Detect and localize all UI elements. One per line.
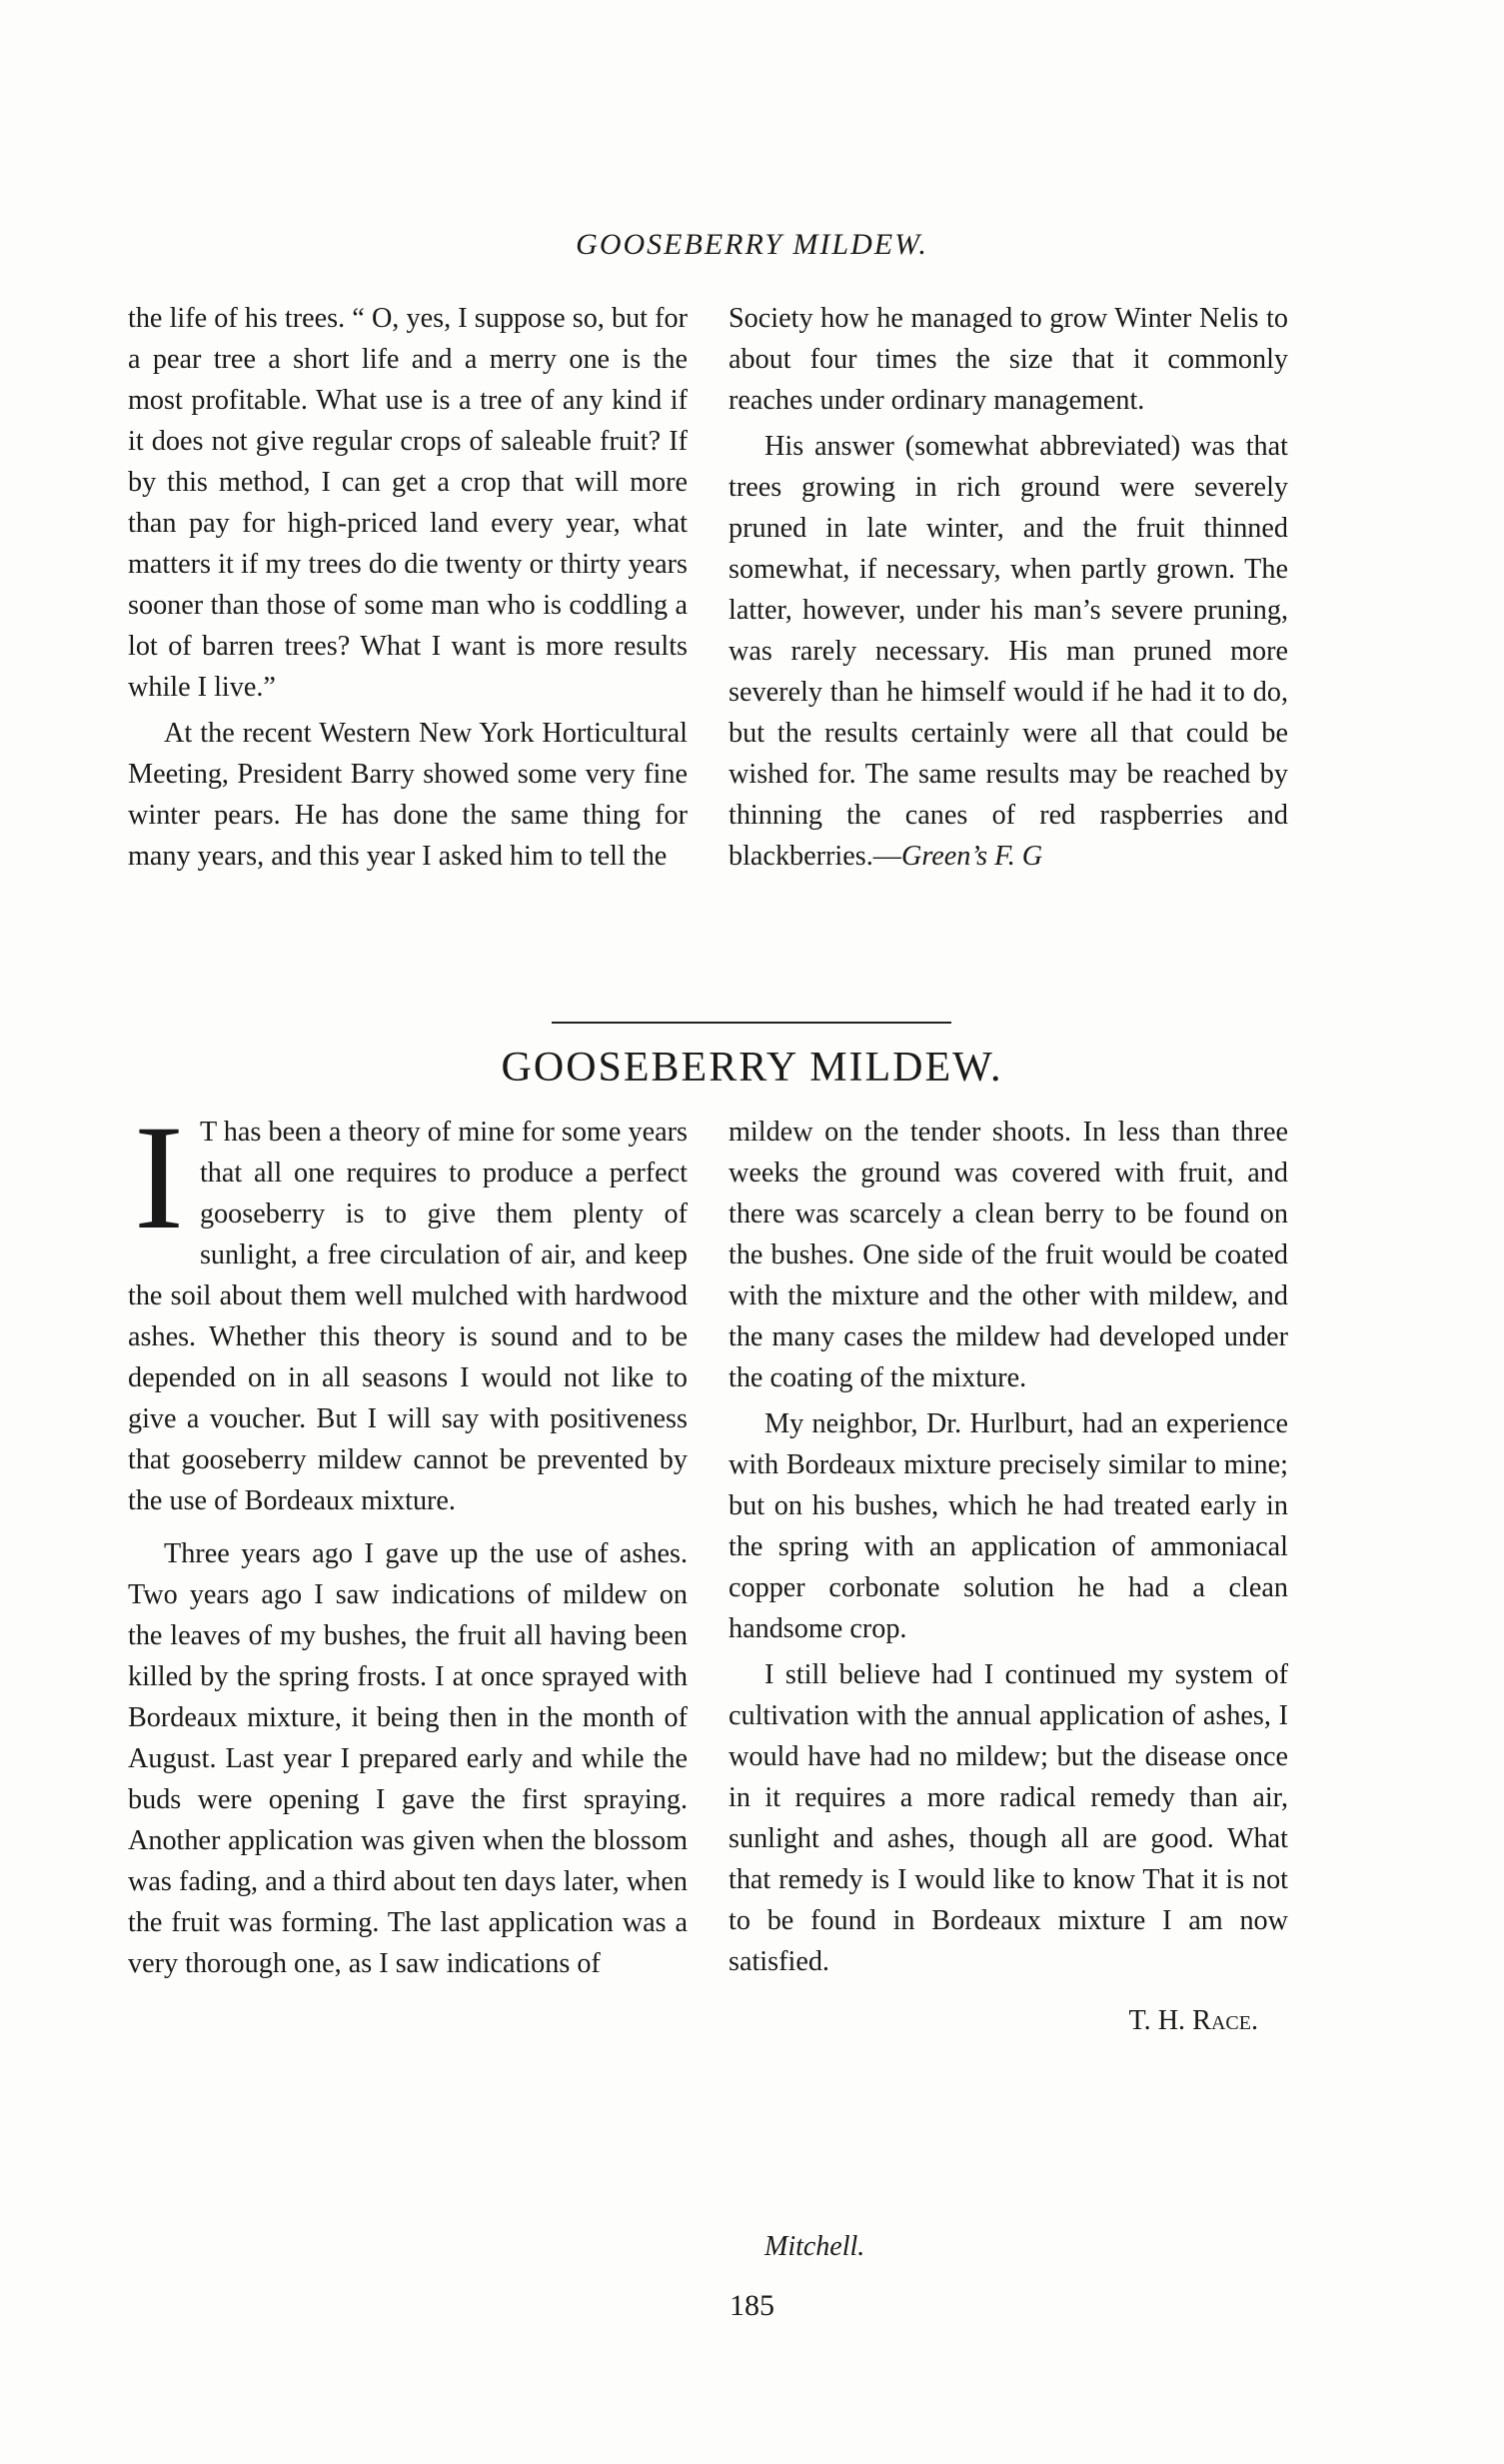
- paragraph: [128, 1095, 688, 1521]
- article-title: GOOSEBERRY MILDEW.: [501, 1045, 1003, 1091]
- drop-cap: I: [134, 1095, 184, 1260]
- bottom-left-column: [128, 1095, 688, 1984]
- source-citation: Green’s F. G: [900, 841, 1043, 872]
- paragraph: mildew on the tender shoots. In less than three weeks the ground was covered with fruit, and there was scarcely a clean berry to be found on the bushes. One side of the fruit would be coated with the mixture and the other with mildew, and the many cases the mildew had developed under the coating of the mixture.: [729, 1117, 1288, 1393]
- paragraph: At the recent Western New York Horticultural Meeting, President Barry showed some very fine winter pears. He has done the same thing for many years, and this year I asked him to tell the: [128, 718, 688, 872]
- section-divider: [552, 1022, 951, 1024]
- author-signature: T. H. Race.: [1128, 2005, 1258, 2036]
- paragraph: Three years ago I gave up the use of ashes. Two years ago I saw indications of mildew on the leaves of my bushes, the fruit all having been killed by the spring frosts. I at once sprayed with Bordeaux mixture, it being then in the month of August. Last year I prepared early and while the buds were opening I gave the first spraying. Another application was given when the blossom was fading, and a third about ten days later, when the fruit was forming. The last application was a very thorough one, as I saw indications of: [128, 1538, 688, 1979]
- paragraph: [729, 426, 1288, 877]
- paragraph-text: T has been a theory of mine for some years that all one requires to produce a perfect gooseberry is to give them plenty of sunlight, a free circulation of air, and keep the soil about them well mulched with hardwood ashes. Whether this theory is sound and to be depended on in all seasons I would not like to give a voucher. But I will say with positiveness that gooseberry mildew cannot be prevented by the use of Bordeaux mixture.: [128, 1117, 688, 1516]
- paragraph: I still believe had I continued my system of cultivation with the annual application of ashes, I would have had no mildew; but the disease once in it requires a more radical remedy than air, sunlight and ashes, though all are good. What that remedy is I would like to know That it is not to be found in Bordeaux mixture I am now satisfied.: [729, 1659, 1288, 1977]
- paragraph: Society how he managed to grow Winter Nelis to about four times the size that it commonly reaches under ordinary management.: [729, 303, 1288, 416]
- author-location: Mitchell.: [764, 2231, 865, 2262]
- bottom-right-column: [729, 1112, 1288, 2041]
- top-left-column: [128, 298, 688, 877]
- paragraph: My neighbor, Dr. Hurlburt, had an experience with Bordeaux mixture precisely similar to mine; but on his bushes, which he had treated early in the spring with an application of ammoniacal copper corbonate solution he had a clean handsome crop.: [729, 1408, 1288, 1644]
- paragraph-text: His answer (somewhat abbreviated) was that trees growing in rich ground were severely pruned in late winter, and the fruit thinned somewhat, if necessary, when partly grown. The latter, however, under his man’s severe pruning, was rarely necessary. His man pruned more severely than he himself would if he had it to do, but the results certainly were all that could be wished for. The same results may be reached by thinning the canes of red raspberries and blackberries.—: [729, 431, 1288, 872]
- page-number: 185: [730, 2289, 774, 2322]
- running-head: GOOSEBERRY MILDEW.: [576, 228, 928, 261]
- top-right-column: [729, 298, 1288, 877]
- paragraph: the life of his trees. “ O, yes, I suppose so, but for a pear tree a short life and a merry one is the most profitable. What use is a tree of any kind if it does not give regular crops of saleable fruit? If by this method, I can get a crop that will more than pay for high-priced land every year, what matters it if my trees do die twenty or thirty years sooner than those of some man who is coddling a lot of barren trees? What I want is more results while I live.”: [128, 303, 688, 703]
